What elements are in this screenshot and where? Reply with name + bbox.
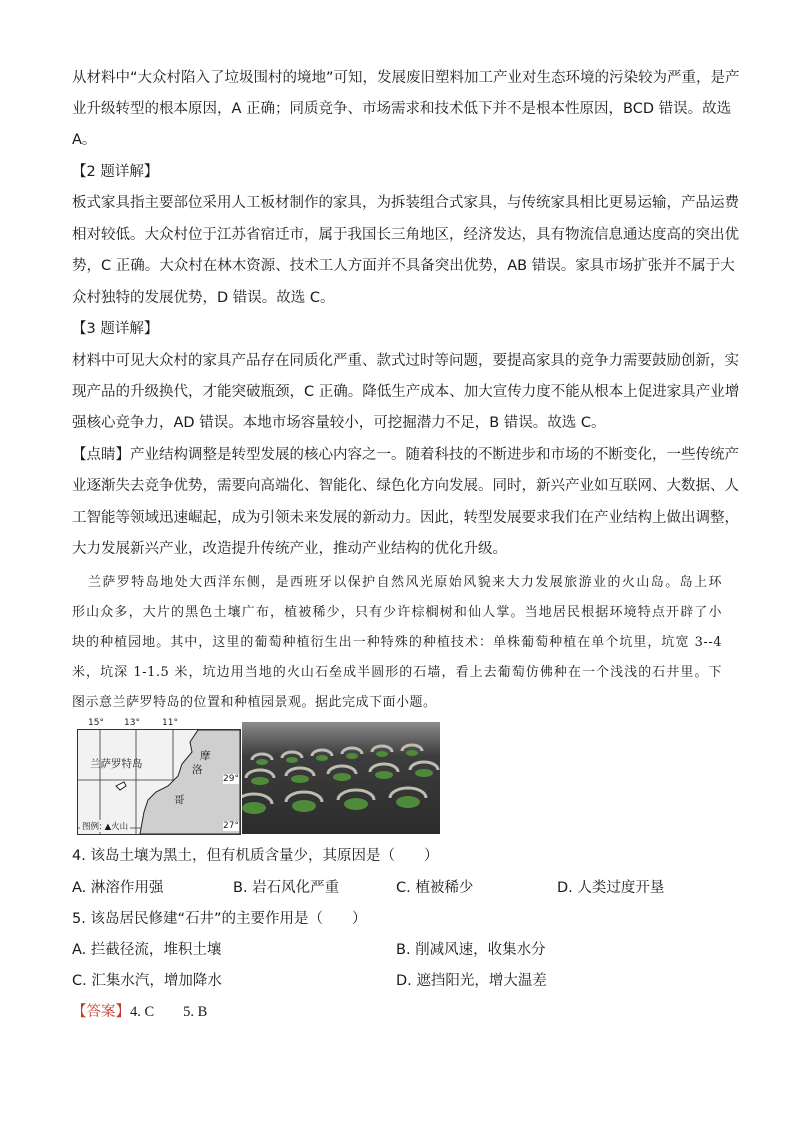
material-line: 块的种植园地。其中，这里的葡萄种植衍生出一种特殊的种植技术：单株葡萄种植在单个坑里，坑宽 3--4 — [72, 635, 722, 650]
q5-option-b[interactable]: B. 削减风速，收集水分 — [396, 942, 546, 958]
country-label-3: 哥 — [174, 794, 185, 806]
q4-option-b[interactable]: B. 岩石风化严重 — [233, 880, 340, 896]
island-shape — [116, 782, 126, 790]
q5-option-d[interactable]: D. 遮挡阳光，增大温差 — [396, 973, 547, 989]
material-line: 形山众多，大片的黑色土壤广布，植被稀少，只有少许棕榈树和仙人掌。当地居民根据环境特点开辟了小 — [72, 605, 722, 620]
location-map — [77, 729, 241, 835]
q4-option-a[interactable]: A. 淋溶作用强 — [72, 880, 164, 896]
answer-line — [72, 1002, 207, 1022]
section-heading-2: 【2 题详解】 — [72, 164, 159, 180]
text-line: 材料中可见大众村的家具产品存在同质化严重、款式过时等问题，要提高家具的竞争力需要鼓励创新，实 — [72, 353, 739, 369]
answer-text: 4. C 5. B — [130, 1004, 208, 1020]
vineyard-photo — [242, 722, 440, 834]
text-line: 业升级转型的根本原因，A 正确；同质竞争、市场需求和技术低下并不是根本性原因，BCD 错误。故选 — [72, 101, 732, 117]
lat-label: 29° — [223, 774, 239, 784]
material-line: 米，坑深 1-1.5 米，坑边用当地的火山石垒成半圆形的石墙，看上去葡萄仿佛种在一个浅浅的石井里。下 — [72, 665, 722, 680]
country-label-2: 洛 — [192, 764, 203, 776]
lon-label: 11° — [162, 718, 178, 728]
text-line: 工智能等领域迅速崛起，成为引领未来发展的新动力。因此，转型发展要求我们在产业结构上做出调整， — [72, 510, 739, 526]
island-label: 兰萨罗特岛 — [90, 758, 143, 770]
text-line: 相对较低。大众村位于江苏省宿迁市，属于我国长三角地区，经济发达，具有物流信息通达度高的突出优 — [72, 227, 739, 243]
text-line: A。 — [72, 132, 97, 148]
lon-label: 13° — [124, 718, 140, 728]
q5-option-a[interactable]: A. 拦截径流，堆积土壤 — [72, 942, 222, 958]
lon-label: 15° — [88, 718, 104, 728]
answer-tag: 【答案】 — [72, 1004, 130, 1020]
text-line: 【点睛】产业结构调整是转型发展的核心内容之一。随着科技的不断进步和市场的不断变化，一些传统产 — [72, 447, 739, 463]
text-line: 强核心竞争力，AD 错误。本地市场容量较小，可挖掘潜力不足，B 错误。故选 C。 — [72, 415, 606, 431]
text-line: 大力发展新兴产业，改造提升传统产业，推动产业结构的优化升级。 — [72, 541, 507, 557]
material-line: 图示意兰萨罗特岛的位置和种植园景观。据此完成下面小题。 — [72, 695, 437, 710]
map-legend: 图例: ▲火山 — [82, 822, 129, 832]
text-line: 从材料中“大众村陷入了垃圾围村的境地”可知，发展废旧塑料加工产业对生态环境的污染较为严重，是产 — [72, 70, 740, 86]
q4-option-d[interactable]: D. 人类过度开垦 — [557, 880, 665, 896]
text-line: 业逐渐失去竞争优势，需要向高端化、智能化、绿色化方向发展。同时，新兴产业如互联网、大数据、人 — [72, 478, 739, 494]
text-line: 板式家具指主要部位采用人工板材制作的家具，为拆装组合式家具，与传统家具相比更易运输，产品运费 — [72, 195, 739, 211]
photo-graphic — [242, 722, 440, 834]
section-heading-3: 【3 题详解】 — [72, 321, 159, 337]
text-line: 现产品的升级换代，才能突破瓶颈，C 正确。降低生产成本、加大宣传力度不能从根本上促进家具产业增 — [72, 384, 740, 400]
material-line: 兰萨罗特岛地处大西洋东侧，是西班牙以保护自然风光原始风貌来大力发展旅游业的火山岛。岛上环 — [88, 575, 722, 590]
question-5-stem: 5. 该岛居民修建“石井”的主要作用是（ ） — [72, 911, 367, 927]
text-line: 众村独特的发展优势，D 错误。故选 C。 — [72, 290, 335, 306]
lat-label: 27° — [223, 821, 239, 831]
question-4-stem: 4. 该岛土壤为黑土，但有机质含量少，其原因是（ ） — [72, 848, 439, 864]
q5-option-c[interactable]: C. 汇集水汽，增加降水 — [72, 973, 222, 989]
text-line: 势，C 正确。大众村在林木资源、技术工人方面并不具备突出优势，AB 错误。家具市场扩张并不属于大 — [72, 258, 735, 274]
country-label-1: 摩 — [200, 750, 211, 762]
q4-option-c[interactable]: C. 植被稀少 — [396, 880, 474, 896]
map-graphic — [78, 730, 240, 834]
